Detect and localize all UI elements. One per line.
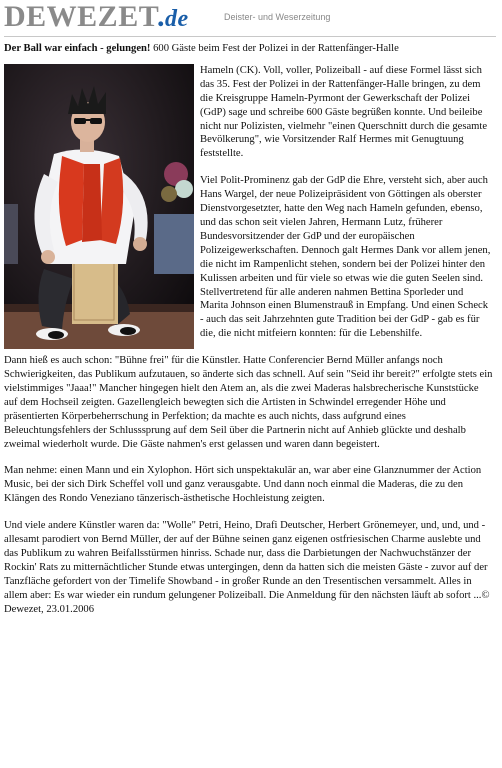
performer-photo bbox=[4, 64, 194, 349]
masthead bbox=[4, 0, 498, 36]
paragraph-1: Hameln (CK). Voll, voller, Polizeiball - auf diese Formel lässt sich das 35. Fest der Polizei in der Rattenfänger-Halle bringen, zu dem die Kreisgruppe Hameln-Pyrmont der Gewerkschaft der Polizei (GdP) sage und schreibe 600 Gäste begrüßen konnte. Und beileibe nicht nur Polizisten, vielmehr "einen Querschnitt durch die gesamte Bevölkerung", wie Vorsitzender Ralf Hermes mit Genugtuung feststellte. bbox=[200, 64, 488, 160]
logo-dot: . bbox=[157, 0, 165, 33]
paragraph-5: Und viele andere Künstler waren da: "Wolle" Petri, Heino, Drafi Deutscher, Herbert Grönemeyer, und, und, und - allesamt parodiert von Bernd Müller, der auf der Bühne seinen ganz eigenen ostfriesischen Charme auslebte und das Publikum zu wahren Beifallsstürmen hinriss. Schade nur, dass die Darbietungen der Nachwuchstänzer der Rockin' Rats zu mitternächtlicher Stunde etwas untergingen, denn da hatten sich die meisten Gäste - zuvor auf der Tanzfläche gefordert von der Timelife Showband - in großer Runde an den Tresentischen versammelt. Alles in allem aber: Es war wieder ein rundum gelungener Polizeiball. Die Anmeldung für den nächsten läuft ab sofort ...© Dewezet, 23.01.2006 bbox=[4, 520, 490, 615]
headline-bold: Der Ball war einfach - gelungen! bbox=[4, 43, 151, 54]
logo-wordmark: DEWEZET bbox=[4, 0, 157, 33]
masthead-divider bbox=[4, 36, 496, 37]
dewezet-logo[interactable] bbox=[4, 2, 189, 34]
article bbox=[4, 42, 494, 630]
paragraph-3: Dann hieß es auch schon: "Bühne frei" für die Künstler. Hatte Conferencier Bernd Müller anfangs noch Schwierigkeiten, das Publikum aufzutauen, so änderte sich das schnell. Auf sein "Seid ihr bereit?" erfolgte stets ein vielstimmiges "Jaaa!" Mancher hingegen hielt den Atem an, als die zwei Maderas halsbrecherische Kunststücke auf dem Hochseil zeigten. Gazellengleich bewegten sich die Artisten in Schwindel erregender Höhe und präsentierten Körperbeherrschung in Perfektion; da machte es auch nichts, dass aufgrund eines Beleuchtungsfehlers der Schlusssprung auf dem Seil über die Partnerin nicht auf Anhieb glückte und deshalb zweimal wiederholt wurde. Die Gäste nahmen's erst gelassen und waren dann begeistert. bbox=[4, 355, 493, 450]
paragraph-2: Viel Polit-Prominenz gab der GdP die Ehre, versteht sich, aber auch Hans Wargel, der neue Polizeipräsident von Göttingen als oberster Dienstvorgesetzter, hatte den Weg nach Hameln gefunden, ebenso, und das schon seit vielen Jahren, Hermann Lutz, früherer Bundesvorsitzender der GdP und der europäischen Polizeigewerkschaften. Dennoch galt Hermes Dank vor allem jenen, die nicht im Rampenlicht stehen, sondern bei der Polizei hinter den Kulissen arbeiten und für viele so etwas wie die guten Seelen sind. Stellvertretend für alle anderen nahmen Bettina Sporleder und Marita Johnson einen Blumenstrauß in Empfang. Und einen Scheck - auch das seit Jahrzehnten gute Tradition bei der GdP - gab es für die, die nicht mitfeiern konnten: für die Lebenshilfe. bbox=[200, 175, 491, 340]
paragraph-4: Man nehme: einen Mann und ein Xylophon. Hört sich unspektakulär an, war aber eine Glanznummer der Action Music, bei der sich Dirk Scheffel voll und ganz verausgabte. Und dann noch einmal die Maderas, die zu den Klängen des Rondo Veneziano tänzerisch-ästhetische Hochleistung zeigten. bbox=[4, 465, 482, 505]
photo-image bbox=[4, 64, 194, 349]
headline-subtitle: 600 Gäste beim Fest der Polizei in der Rattenfänger-Halle bbox=[150, 43, 399, 54]
masthead-tagline: Deister- und Weserzeitung bbox=[224, 12, 331, 22]
logo-tld: de bbox=[165, 6, 189, 32]
article-headline bbox=[4, 42, 494, 56]
